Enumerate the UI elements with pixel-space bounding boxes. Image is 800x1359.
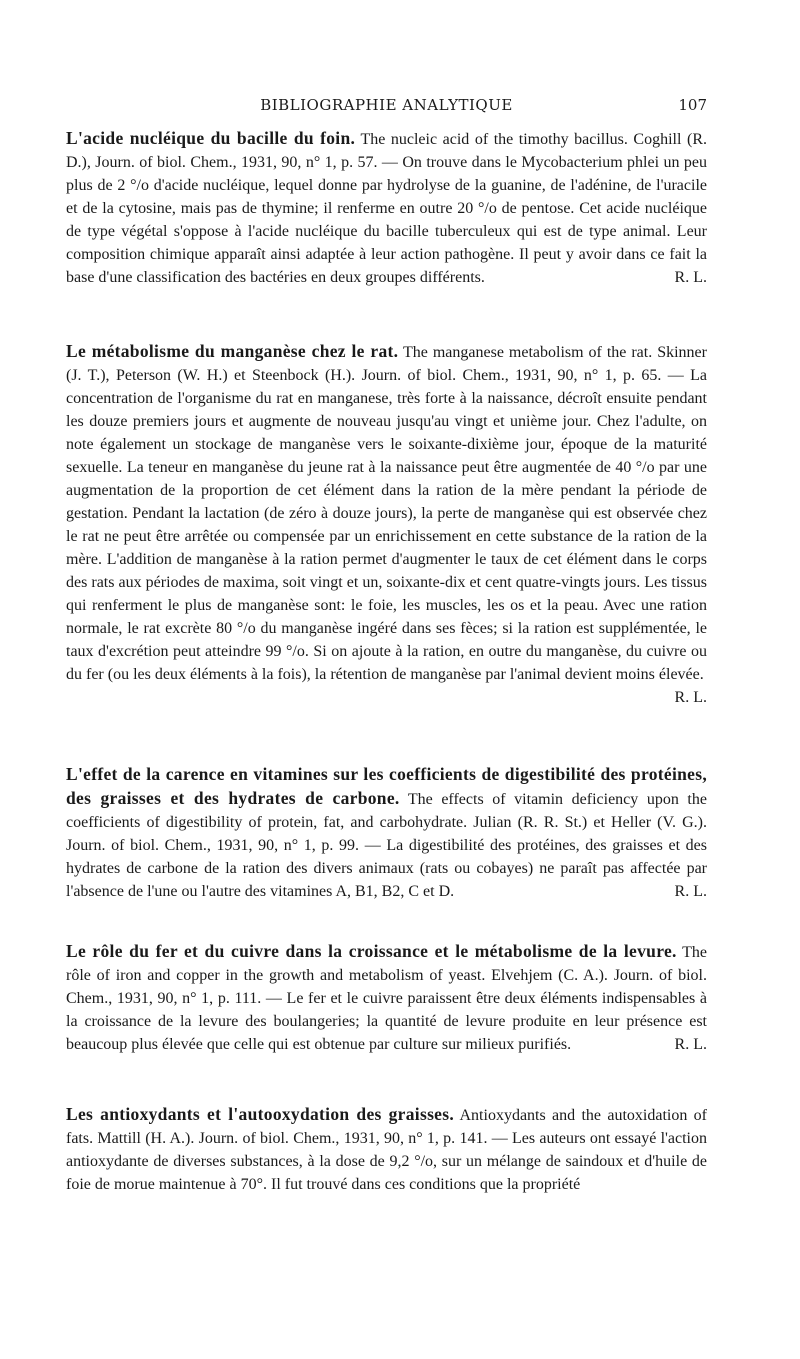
entry-manganese [66, 340, 707, 709]
entry-signature: R. L. [674, 689, 707, 706]
running-header [66, 96, 707, 120]
entry-body: The effects of vitamin deficiency upon the coefficients of digestibility of protein, fat, and carbohydrate. Julian (R. R. St.) et Heller (V. G.). Journ. of biol. Chem., 1931, 90, n° 1, p. 99. — La digestibilité des protéines, des graisses et des hydrates de carbone de la ration des divers animaux (rats ou cobayes) ne paraît pas affectée par l'absence de l'une ou l'autre des vitamines A, B1, B2, C et D. [66, 791, 707, 900]
page-number: 107 [678, 96, 707, 114]
entry-antioxidants [66, 1103, 707, 1196]
entry-signature: R. L. [674, 883, 707, 900]
entry-body: Antioxydants and the autoxidation of fats. Mattill (H. A.). Journ. of biol. Chem., 1931, 90, n° 1, p. 141. — Les auteurs ont essayé l'action antioxydante de diverses substances, à la dose de 9,2 °/o, sur un mélange de saindoux et d'huile de foie de morue maintenue à 70°. Il fut trouvé dans ces conditions que la propriété [66, 1107, 707, 1193]
entry-title: Le rôle du fer et du cuivre dans la croissance et le métabolisme de la levure. [66, 941, 677, 961]
running-title: BIBLIOGRAPHIE ANALYTIQUE [260, 96, 513, 114]
entry-signature: R. L. [674, 269, 707, 286]
entry-vitamin-deficiency [66, 763, 707, 903]
entry-title: Le métabolisme du manganèse chez le rat. [66, 341, 399, 361]
entry-nucleic-acid [66, 127, 707, 289]
entry-body: The manganese metabolism of the rat. Skinner (J. T.), Peterson (W. H.) et Steenbock (H.). Journ. of biol. Chem., 1931, 90, n° 1, p. 65. — La concentration de l'organisme du rat en manganese, très forte à la naissance, décroît ensuite pendant les douze premiers jours et augmente de nouveau jusqu'au vingt et unième jour. Chez l'adulte, on note également un stockage de manganèse vers le soixante-dixième jour, époque de la maturité sexuelle. La teneur en manganèse du jeune rat à la naissance peut être augmentée de 40 °/o par une augmentation de la proportion de cet élément dans la ration de la mère pendant la période de gestation. Pendant la lactation (de zéro à douze jours), la perte de manganèse qui est observée chez le rat ne peut être arrêtée ou compensée par un enrichissement en cette substance de la ration de la mère. L'addition de manganèse à la ration permet d'augmenter le taux de cet élément dans le corps des rats aux périodes de maxima, soit vingt et un, soixante-dix et cent quatre-vingts jours. Les tissus qui renferment le plus de manganèse sont: le foie, les muscles, les os et la peau. Avec une ration normale, le rat excrète 80 °/o du manganèse ingéré dans ses fèces; si la ration est supplémentée, le taux d'excrétion peut atteindre 99 °/o. Si on ajoute à la ration, en outre du manganèse, du cuivre ou du fer (ou les deux éléments à la fois), la rétention de manganèse par l'animal devient moins élevée. [66, 344, 707, 683]
entry-signature: R. L. [674, 1036, 707, 1053]
entry-title: L'effet de la carence en vitamines sur les coefficients de digestibilité des protéines, des graisses et des hydrates de carbone. [66, 764, 707, 808]
entry-body: The nucleic acid of the timothy bacillus. Coghill (R. D.), Journ. of biol. Chem., 1931, 90, n° 1, p. 57. — On trouve dans le Mycobacterium phlei un peu plus de 2 °/o d'acide nucléique, lequel donne par hydrolyse de la guanine, de l'adénine, de l'uracile et de la cytosine, mais pas de thymine; il renferme en outre 20 °/o de pentose. Cet acide nucléique de type végétal s'oppose à l'acide nucléique du bacille tuberculeux qui est de type animal. Leur composition chimique apparaît ainsi adaptée à leur action pathogène. Il peut y avoir dans ce fait la base d'une classification des bactéries en deux groupes différents. [66, 131, 707, 286]
entry-title: Les antioxydants et l'autooxydation des graisses. [66, 1104, 455, 1124]
entry-body: The rôle of iron and copper in the growth and metabolism of yeast. Elvehjem (C. A.). Journ. of biol. Chem., 1931, 90, n° 1, p. 111. — Le fer et le cuivre paraissent être deux éléments indispensables à la croissance de la levure des boulangeries; la quantité de levure produite en leur présence est beaucoup plus élevée que celle qui est obtenue par culture sur milieux purifiés. [66, 944, 707, 1053]
entry-title: L'acide nucléique du bacille du foin. [66, 128, 356, 148]
entry-iron-copper [66, 940, 707, 1056]
